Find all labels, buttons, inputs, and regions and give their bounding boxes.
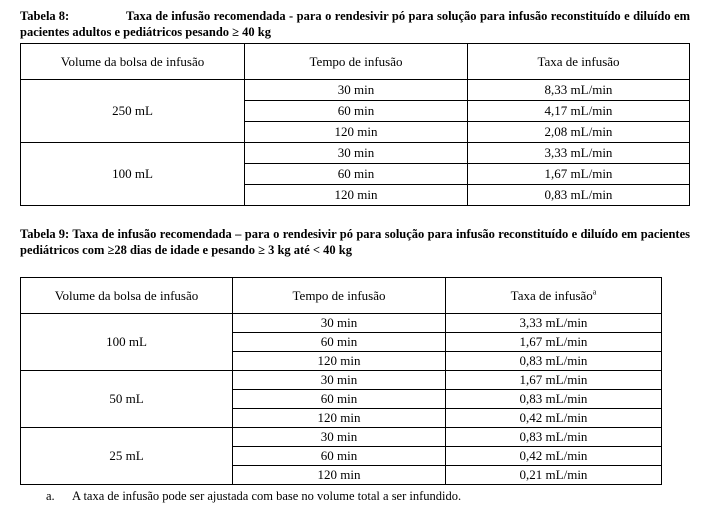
column-header-volume: Volume da bolsa de infusão — [21, 278, 233, 314]
column-header-rate — [446, 278, 662, 314]
volume-cell: 100 mL — [21, 314, 233, 371]
rate-cell: 3,33 mL/min — [468, 143, 690, 164]
time-cell: 120 min — [233, 352, 446, 371]
rate-cell: 1,67 mL/min — [446, 333, 662, 352]
table-9-title: Taxa de infusão recomendada – para o rendesivir pó para solução para infusão reconstituído e diluído em pacientes pediátricos com ≥28 dias de idade e pesando ≥ 3 kg até < 40 kg — [20, 227, 690, 257]
table-8-caption — [20, 8, 690, 40]
volume-cell: 100 mL — [21, 143, 245, 206]
table-row — [21, 314, 662, 333]
table-9 — [20, 277, 662, 485]
volume-cell: 50 mL — [21, 371, 233, 428]
rate-cell: 1,67 mL/min — [446, 371, 662, 390]
column-header-time: Tempo de infusão — [233, 278, 446, 314]
rate-cell: 2,08 mL/min — [468, 122, 690, 143]
table-9-label: Tabela 9: — [20, 227, 70, 241]
rate-cell: 0,21 mL/min — [446, 466, 662, 485]
table-header-row — [21, 44, 690, 80]
time-cell: 30 min — [245, 80, 468, 101]
time-cell: 120 min — [245, 122, 468, 143]
footnote-text: A taxa de infusão pode ser ajustada com base no volume total a ser infundido. — [72, 489, 462, 503]
column-header-time: Tempo de infusão — [245, 44, 468, 80]
column-header-volume: Volume da bolsa de infusão — [21, 44, 245, 80]
time-cell: 120 min — [245, 185, 468, 206]
table-header-row — [21, 278, 662, 314]
rate-cell: 0,42 mL/min — [446, 447, 662, 466]
column-header-rate: Taxa de infusão — [468, 44, 690, 80]
rate-cell: 0,83 mL/min — [446, 390, 662, 409]
rate-cell: 0,83 mL/min — [446, 352, 662, 371]
rate-cell: 3,33 mL/min — [446, 314, 662, 333]
table-8 — [20, 43, 690, 206]
footnote — [46, 489, 461, 504]
time-cell: 120 min — [233, 466, 446, 485]
table-row — [21, 428, 662, 447]
table-8-label: Tabela 8: — [20, 9, 70, 23]
column-header-rate-label: Taxa de infusão — [510, 287, 593, 303]
time-cell: 60 min — [233, 390, 446, 409]
volume-cell: 25 mL — [21, 428, 233, 485]
table-row — [21, 371, 662, 390]
table-row — [21, 80, 690, 101]
time-cell: 60 min — [233, 447, 446, 466]
footnote-marker: a. — [46, 489, 55, 503]
table-row — [21, 143, 690, 164]
time-cell: 30 min — [245, 143, 468, 164]
rate-cell: 0,83 mL/min — [446, 428, 662, 447]
rate-cell: 0,42 mL/min — [446, 409, 662, 428]
time-cell: 30 min — [233, 371, 446, 390]
table-9-caption — [20, 226, 690, 258]
time-cell: 30 min — [233, 428, 446, 447]
time-cell: 30 min — [233, 314, 446, 333]
time-cell: 60 min — [233, 333, 446, 352]
table-8-title: Taxa de infusão recomendada - para o rendesivir pó para solução para infusão reconstituído e diluído em pacientes adultos e pediátricos pesando ≥ 40 kg — [20, 9, 690, 39]
time-cell: 60 min — [245, 101, 468, 122]
rate-cell: 8,33 mL/min — [468, 80, 690, 101]
rate-cell: 4,17 mL/min — [468, 101, 690, 122]
rate-cell: 1,67 mL/min — [468, 164, 690, 185]
time-cell: 120 min — [233, 409, 446, 428]
volume-cell: 250 mL — [21, 80, 245, 143]
time-cell: 60 min — [245, 164, 468, 185]
footnote-marker-sup: a — [592, 287, 597, 297]
rate-cell: 0,83 mL/min — [468, 185, 690, 206]
